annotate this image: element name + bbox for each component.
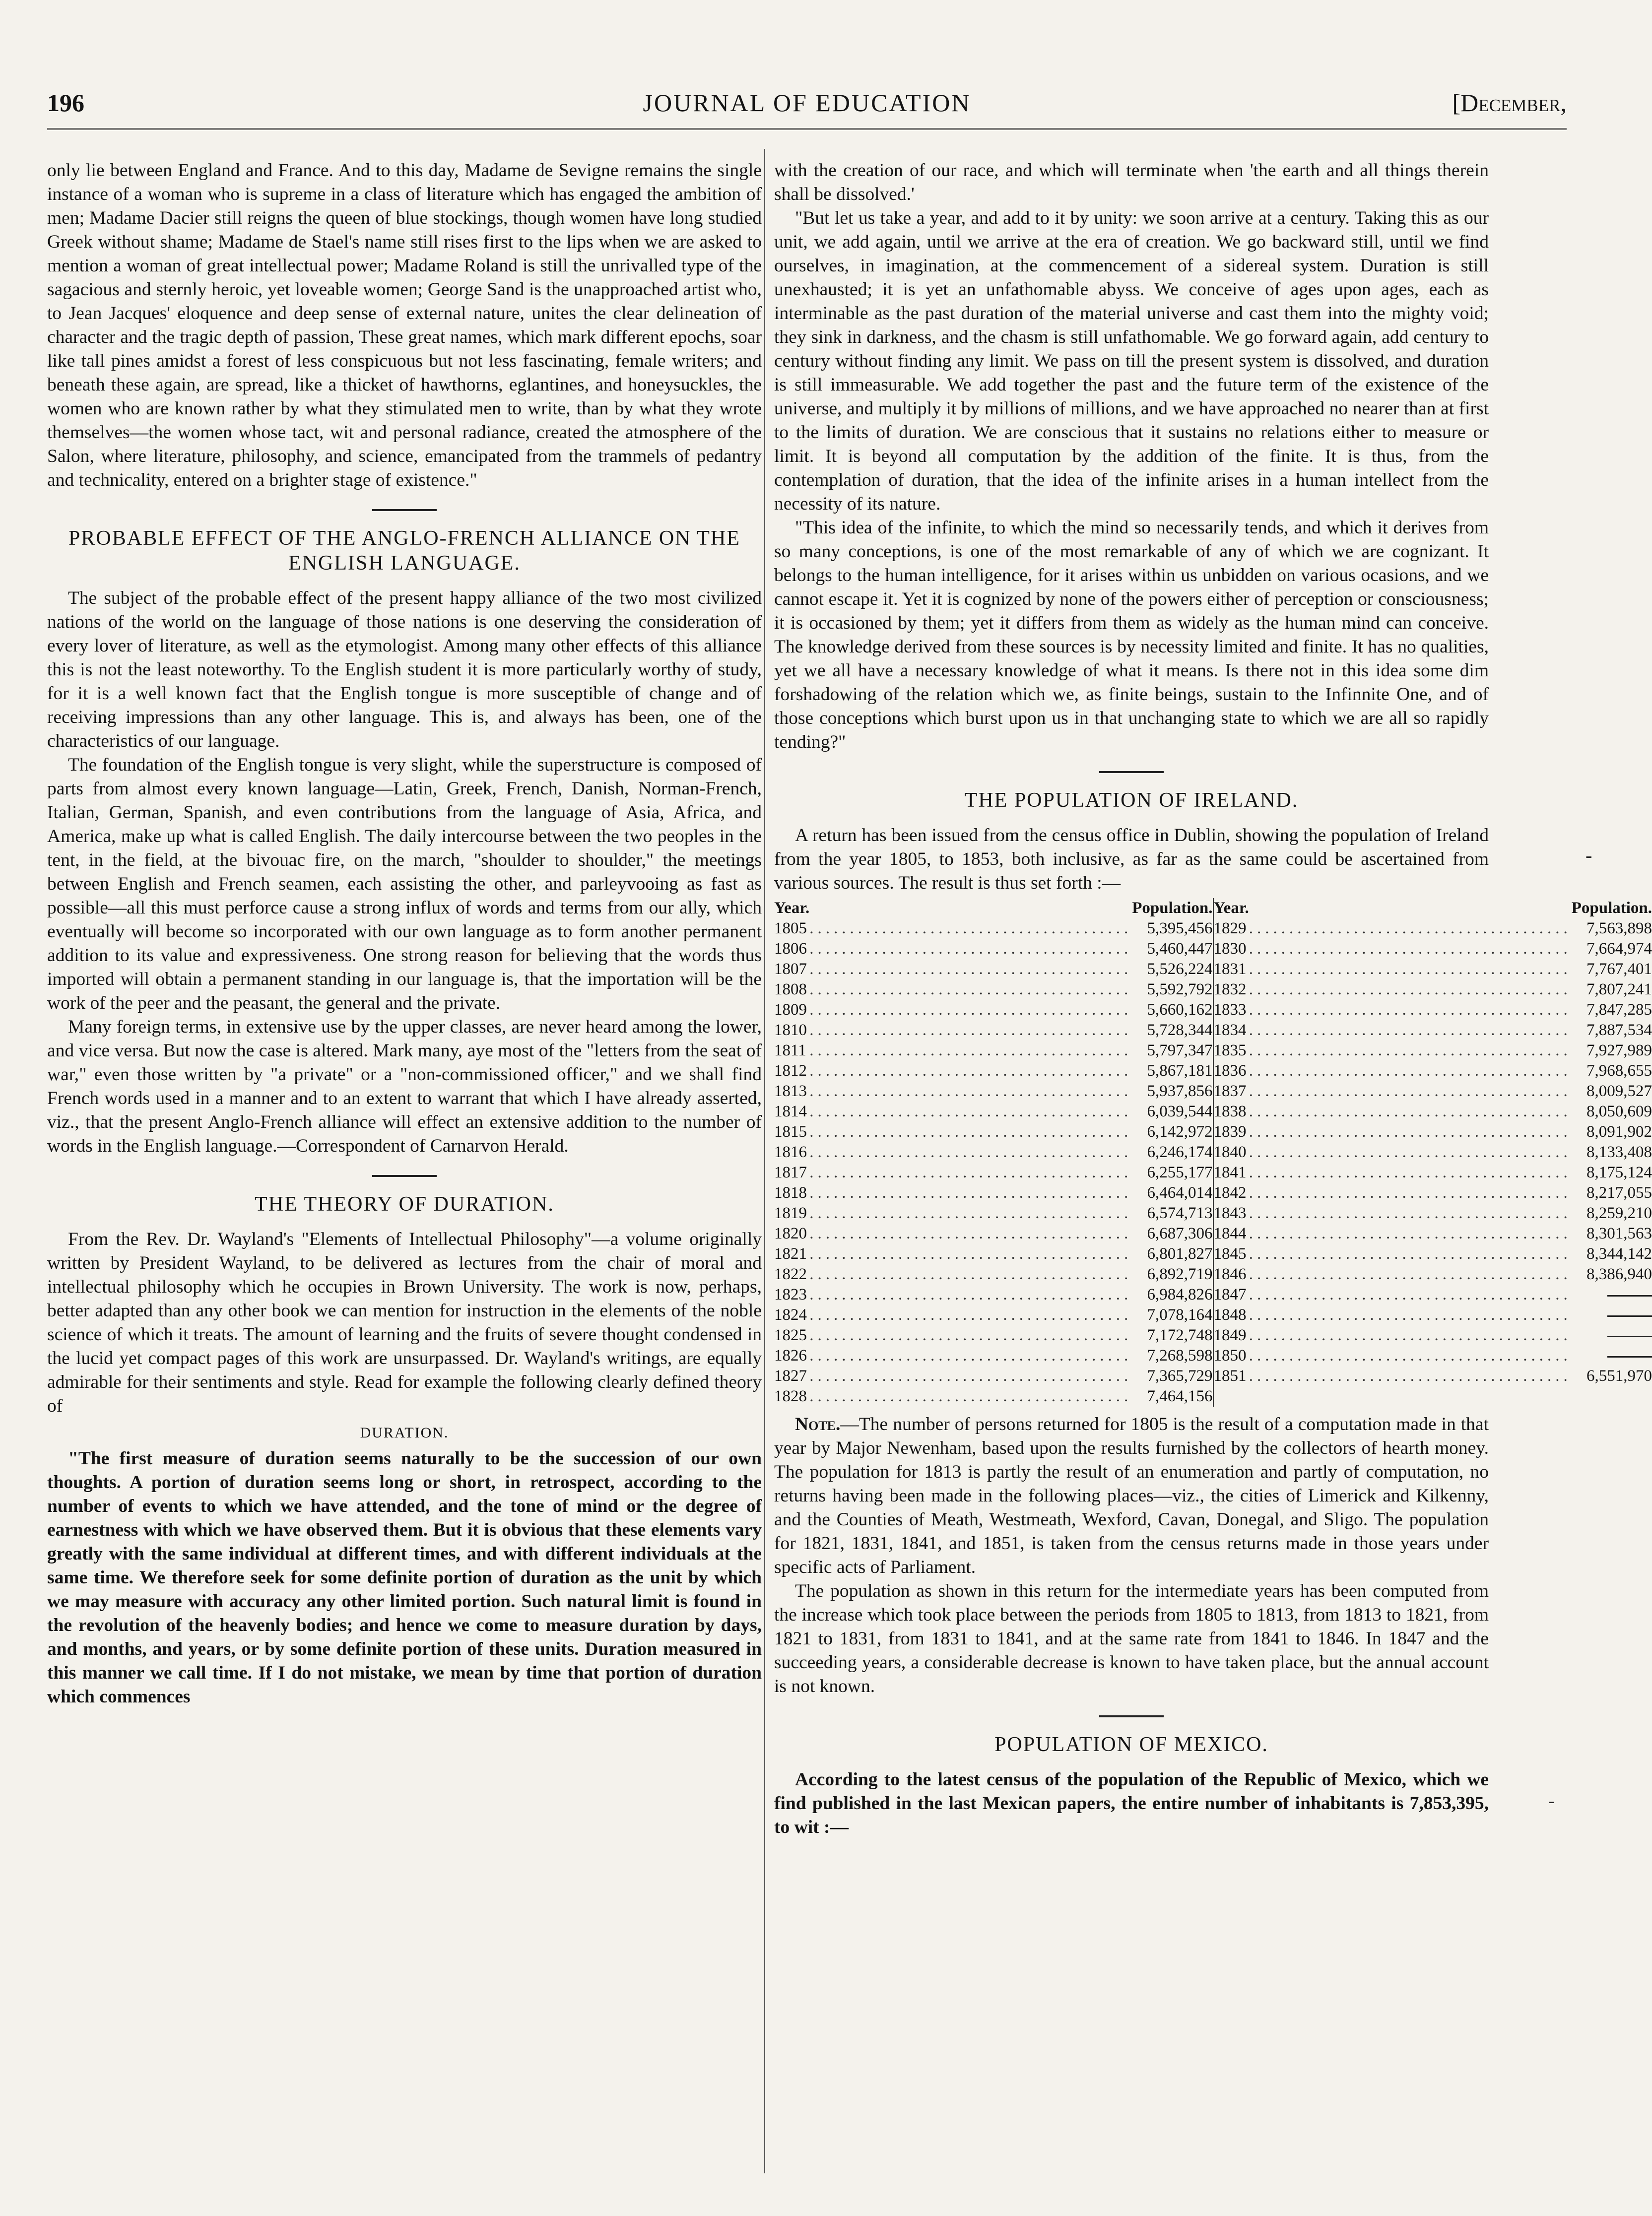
- dot-leader: ........................................: [809, 960, 1132, 978]
- dot-leader: ........................................: [809, 1164, 1132, 1181]
- dot-leader: ........................................: [1249, 1347, 1572, 1365]
- dot-leader: ........................................: [1249, 1245, 1572, 1263]
- table-row: [774, 1386, 1652, 1407]
- header-rule: [47, 128, 1567, 130]
- em-dash-rule: [1607, 1356, 1652, 1358]
- population-cell: 8,009,527: [1586, 1082, 1652, 1100]
- year-cell: 1811: [774, 1042, 806, 1059]
- year-cell: 1838: [1213, 1103, 1247, 1120]
- year-cell: 1815: [774, 1123, 807, 1141]
- dot-leader: ........................................: [809, 1387, 1132, 1405]
- population-cell: 7,365,729: [1147, 1367, 1213, 1385]
- year-cell: 1818: [774, 1184, 807, 1202]
- population-cell: 8,217,055: [1586, 1184, 1652, 1202]
- year-cell: 1830: [1213, 940, 1247, 958]
- year-cell: 1834: [1213, 1021, 1247, 1039]
- year-cell: 1813: [774, 1082, 807, 1100]
- year-cell: 1844: [1213, 1225, 1247, 1242]
- dot-leader: ........................................: [1249, 1184, 1572, 1202]
- dot-leader: ........................................: [809, 1143, 1132, 1161]
- issue-month: [December,: [1452, 89, 1567, 117]
- year-cell: 1837: [1213, 1082, 1247, 1100]
- article-title-population-mexico: POPULATION OF MEXICO.: [994, 1733, 1268, 1756]
- population-cell: 7,563,898: [1586, 919, 1652, 937]
- article-title-theory-of-duration: THE THEORY OF DURATION.: [255, 1193, 554, 1216]
- population-cell: 6,246,174: [1147, 1143, 1213, 1161]
- article-paragraph: The subject of the probable effect of the present happy alliance of the two most civilized nations of the world on the language of those nations is one deserving the consideration of every lover of literature, as well as the etymologist. Among many other effects of this alliance this is not the least noteworthy. To the English student it is more particularly worthy of study, for it is a well known fact that the English tongue is more susceptible of change and of receiving impressions than any other language. This is, and always has been, one of the characteristics of our language.: [47, 588, 762, 751]
- population-cell: 5,395,456: [1147, 919, 1213, 937]
- year-cell: 1822: [774, 1265, 807, 1283]
- dot-leader: ........................................: [1249, 1143, 1572, 1161]
- article-paragraph: Many foreign terms, in extensive use by the upper classes, are never heard among the lower, and vice versa. But now the case is altered. Mark many, aye most of the "letters from the seat of war," even those written by "a private" or a "non-commissioned officer," and we shall find French words used in a manner and to an extent to warrant that which I have already asserted, viz., that the present Anglo-French alliance will effect an extensive addition to the number of words in the English language.—Correspondent of Carnarvon Herald.: [47, 1017, 762, 1156]
- article-paragraph: A return has been issued from the census office in Dublin, showing the population of Ireland from the year 1805, to 1853, both inclusive, as far as the same could be ascertained from various sources. The result is thus set forth :—: [774, 825, 1489, 893]
- year-cell: [1214, 1386, 1249, 1407]
- population-cell: 5,660,162: [1147, 1001, 1213, 1019]
- dot-leader: ........................................: [809, 1184, 1132, 1202]
- dot-leader: ........................................: [1249, 940, 1572, 958]
- year-cell: 1806: [774, 940, 807, 958]
- dot-leader: ........................................: [809, 1204, 1132, 1222]
- article-paragraph: The population as shown in this return for the intermediate years has been computed from the increase which took place between the periods from 1805 to 1813, from 1813 to 1821, from 1821 to 1831, from 1831 to 1841, and at the same rate from 1841 to 1846. In 1847 and the succeeding years, a considerable decrease is known to have taken place, but the annual account is not known.: [774, 1581, 1489, 1696]
- population-cell: 5,728,344: [1147, 1021, 1213, 1039]
- population-cell-missing: [1572, 1346, 1652, 1366]
- dot-leader: ........................................: [809, 1225, 1132, 1242]
- dot-leader: ........................................: [809, 1286, 1132, 1304]
- year-cell: 1816: [774, 1143, 807, 1161]
- table-row: [774, 1305, 1652, 1325]
- year-cell: 1819: [774, 1204, 807, 1222]
- table-row: [774, 1142, 1652, 1163]
- year-cell: 1828: [774, 1387, 807, 1405]
- article-paragraph: From the Rev. Dr. Wayland's "Elements of Intellectual Philosophy"—a volume originally written by President Wayland, to be delivered as lectures from the chair of moral and intellectual philosophy which he occupies in Brown University. The work is now, perhaps, better adapted than any other book we can mention for instruction in the elements of the noble science of which it treats. The amount of learning and the fruits of severe thought condensed in the lucid yet compact pages of this work are unsurpassed. Dr. Wayland's writings, are equally admirable for their sentiments and style. Read for example the following clearly defined theory of: [47, 1229, 762, 1416]
- year-cell: 1850: [1213, 1347, 1247, 1365]
- year-cell: 1810: [774, 1021, 807, 1039]
- dot-leader: ........................................: [809, 1062, 1132, 1080]
- note-label: Note.: [795, 1414, 841, 1434]
- year-cell: 1849: [1213, 1326, 1247, 1344]
- population-cell: 7,968,655: [1586, 1062, 1652, 1080]
- dot-leader: ........................................: [809, 1021, 1132, 1039]
- margin-mark: -: [1586, 844, 1592, 866]
- table-row: [774, 1000, 1652, 1020]
- year-cell: 1848: [1213, 1306, 1247, 1324]
- year-cell: 1809: [774, 1001, 807, 1019]
- population-cell: 7,664,974: [1586, 940, 1652, 958]
- year-cell: 1843: [1213, 1204, 1247, 1222]
- year-cell: 1812: [774, 1062, 807, 1080]
- left-column: [47, 159, 762, 1709]
- population-cell: 7,887,534: [1586, 1021, 1652, 1039]
- year-cell: 1814: [774, 1103, 807, 1120]
- continued-paragraph: "This idea of the infinite, to which the mind so necessarily tends, and which it derives from so many conceptions, is one of the most remarkable of any of which we are cognizant. It belongs to the human intelligence, for it arises within us unbidden on various ocasions, and we cannot escape it. Yet it is cognized by none of the powers either of perception or consciousness; it is occasioned by them; yet it differs from them as widely as the human mind can conceive. The knowledge derived from these sources is by necessity limited and finite. It has no qualities, yet we all have a necessary knowledge of what it means. Is there not in this idea some dim forshadowing of the relation which we, as finite beings, sustain to the Infinnite One, and of those conceptions which burst upon us in that unchanging state to which we are all so rapidly tending?": [774, 518, 1489, 752]
- table-row: [774, 1081, 1652, 1102]
- population-cell: 8,301,563: [1586, 1225, 1652, 1242]
- dot-leader: ........................................: [1249, 1042, 1572, 1059]
- year-cell: 1845: [1213, 1245, 1247, 1263]
- population-table: [774, 898, 1652, 1407]
- year-cell: 1836: [1213, 1062, 1247, 1080]
- note-text: —The number of persons returned for 1805 is the result of a computation made in that year by Major Newenham, based upon the results furnished by the collectors of hearth money. The population for 1813 is partly the result of an enumeration and partly of computation, no returns having been made in the following places—viz., the cities of Limerick and Kilkenny, and the Counties of Meath, Westmeath, Wexford, Cavan, Donegal, and Sligo. The population for 1821, 1831, 1841, and 1851, is taken from the census returns made in those years under specific acts of Parliament.: [774, 1414, 1489, 1577]
- table-row: [774, 1122, 1652, 1142]
- population-cell: 6,551,970: [1586, 1367, 1652, 1385]
- population-cell: 7,847,285: [1586, 1001, 1652, 1019]
- year-cell: 1841: [1213, 1164, 1247, 1181]
- table-row: [774, 1163, 1652, 1183]
- table-row: [774, 979, 1652, 1000]
- population-cell: 6,687,306: [1147, 1225, 1213, 1242]
- year-cell: 1839: [1213, 1123, 1247, 1141]
- dot-leader: ........................................: [1249, 919, 1572, 937]
- population-cell: 7,464,156: [1147, 1387, 1213, 1405]
- dot-leader: ........................................: [809, 1123, 1132, 1141]
- population-cell: 6,574,713: [1147, 1204, 1213, 1222]
- table-row: [774, 1264, 1652, 1285]
- population-cell: 8,050,609: [1586, 1103, 1652, 1120]
- population-cell: 6,892,719: [1147, 1265, 1213, 1283]
- dot-leader: ........................................: [809, 980, 1132, 998]
- population-cell: 8,386,940: [1586, 1265, 1652, 1283]
- dot-leader: ........................................: [1249, 1306, 1572, 1324]
- table-row: [774, 1020, 1652, 1041]
- population-cell: 5,592,792: [1147, 980, 1213, 998]
- population-cell: 6,984,826: [1147, 1286, 1213, 1304]
- population-cell: 5,867,181: [1147, 1062, 1213, 1080]
- dot-leader: ........................................: [1249, 980, 1572, 998]
- em-dash-rule: [1607, 1336, 1652, 1337]
- intro-paragraph: only lie between England and France. And to this day, Madame de Sevigne remains the single instance of a woman who is supreme in a class of literature which has engaged the ambition of men; Madame Dacier still reigns the queen of blue stockings, though women have long studied Greek without shame; Madame de Stael's name still rises first to the lips when we are asked to mention a woman of great intellectual power; Madame Roland is still the unrivalled type of the sagacious and sternly heroic, yet loveable women; George Sand is the unapproached artist who, to Jean Jacques' eloquence and deep sense of external nature, unites the clear delineation of character and the tragic depth of passion, These great names, which mark different epochs, soar like tall pines amidst a forest of less conspicuous but not less fascinating, female writers; and beneath these again, are spread, like a thicket of hawthorns, eglantines, and honeysuckles, the women who are known rather by what they stimulated men to write, than by what they wrote themselves—the women whose tact, wit and personal radiance, created the atmosphere of the Salon, where literature, philosophy, and science, emancipated from the trammels of pedantry and technicality, entered on a brighter stage of existence.": [47, 160, 762, 490]
- year-cell: 1820: [774, 1225, 807, 1242]
- table-row: [774, 1041, 1652, 1061]
- dot-leader: ........................................: [809, 919, 1132, 937]
- dot-leader: ........................................: [809, 940, 1132, 958]
- dot-leader: ........................................: [1249, 960, 1572, 978]
- section-separator: [1099, 771, 1164, 773]
- dot-leader: ........................................: [1249, 1225, 1572, 1242]
- dot-leader: ........................................: [809, 1042, 1132, 1059]
- table-row: [774, 1244, 1652, 1264]
- population-cell: [1572, 1386, 1652, 1407]
- dot-leader: ........................................: [1249, 1103, 1572, 1120]
- dot-leader: ........................................: [1249, 1082, 1572, 1100]
- table-row: [774, 1224, 1652, 1244]
- year-cell: 1842: [1213, 1184, 1247, 1202]
- section-separator: [372, 509, 437, 511]
- dot-leader: ........................................: [1249, 1326, 1572, 1344]
- year-cell: 1825: [774, 1326, 807, 1344]
- population-cell: 6,142,972: [1147, 1123, 1213, 1141]
- year-cell: 1827: [774, 1367, 807, 1385]
- dot-leader: ........................................: [809, 1103, 1132, 1120]
- table-header-year: Year.: [774, 899, 810, 917]
- dot-leader: ........................................: [809, 1326, 1132, 1344]
- population-cell: 8,344,142: [1586, 1245, 1652, 1263]
- dot-leader: ........................................: [809, 1245, 1132, 1263]
- population-cell: 5,937,856: [1147, 1082, 1213, 1100]
- table-row: [774, 1285, 1652, 1305]
- year-cell: 1808: [774, 980, 807, 998]
- dot-leader: ........................................: [1249, 1062, 1572, 1080]
- population-cell: 7,807,241: [1586, 980, 1652, 998]
- year-cell: 1829: [1213, 919, 1247, 937]
- dot-leader: ........................................: [1249, 1367, 1572, 1385]
- population-cell: 6,039,544: [1147, 1103, 1213, 1120]
- year-cell: 1831: [1213, 960, 1247, 978]
- table-row: [774, 1346, 1652, 1366]
- year-cell: 1824: [774, 1306, 807, 1324]
- em-dash-rule: [1607, 1315, 1652, 1317]
- column-divider: [764, 149, 765, 2173]
- section-separator: [1099, 1715, 1164, 1717]
- population-cell: 6,255,177: [1147, 1164, 1213, 1181]
- journal-title: JOURNAL OF EDUCATION: [643, 89, 971, 117]
- population-cell: 5,526,224: [1147, 960, 1213, 978]
- dot-leader: ........................................: [1249, 1204, 1572, 1222]
- article-paragraph: According to the latest census of the population of the Republic of Mexico, which we find published in the last Mexican papers, the entire number of inhabitants is 7,853,395, to wit :—: [774, 1769, 1489, 1837]
- year-cell: 1807: [774, 960, 807, 978]
- population-cell: 7,268,598: [1147, 1347, 1213, 1365]
- running-head: [47, 88, 1567, 123]
- population-cell: 6,464,014: [1147, 1184, 1213, 1202]
- table-row: [774, 1366, 1652, 1386]
- table-row: [774, 1102, 1652, 1122]
- table-row: [774, 959, 1652, 979]
- year-cell: 1821: [774, 1245, 807, 1263]
- population-cell: 5,460,447: [1147, 940, 1213, 958]
- dot-leader: ........................................: [809, 1306, 1132, 1324]
- dot-leader: ........................................: [1249, 1001, 1572, 1019]
- table-row: [774, 1183, 1652, 1203]
- dot-leader: ........................................: [1249, 1164, 1572, 1181]
- year-cell: 1847: [1213, 1286, 1247, 1304]
- margin-mark: -: [1548, 1789, 1555, 1812]
- table-header-population: Population.: [1571, 899, 1652, 917]
- population-cell-missing: [1572, 1285, 1652, 1305]
- em-dash-rule: [1607, 1295, 1652, 1297]
- year-cell: 1833: [1213, 1001, 1247, 1019]
- population-cell: 8,175,124: [1586, 1164, 1652, 1181]
- year-cell: 1823: [774, 1286, 807, 1304]
- section-separator: [372, 1175, 437, 1177]
- population-cell: 8,259,210: [1586, 1204, 1652, 1222]
- population-cell-missing: [1572, 1305, 1652, 1325]
- population-cell: 8,133,408: [1586, 1143, 1652, 1161]
- dot-leader: ........................................: [1249, 1265, 1572, 1283]
- table-row: [774, 1061, 1652, 1081]
- continued-paragraph: "But let us take a year, and add to it by unity: we soon arrive at a century. Taking this as our unit, we add again, until we arrive at the era of creation. We go backward still, until we find ourselves, in imagination, at the commencement of a sidereal system. Duration is still unexhausted; it is yet an unfathomable abyss. We conceive of ages upon ages, each as interminable as the past duration of the material universe and cast them into the mighty void; they sink in darkness, and the chasm is still unfathomable. We go forward again, add century to century without finding any limit. We pass on till the present system is dissolved, and duration is still immeasurable. We add together the past and the future term of the existence of the universe, and multiply it by millions of millions, and we have approached no nearer than at first to the limits of duration. We are conscious that it sustains no relations either to measure or limit. It is beyond all computation by the addition of the finite. It is thus, from the contemplation of duration, that the idea of the infinite arises in a human intellect from the necessity of its nature.: [774, 208, 1489, 514]
- dot-leader: ........................................: [809, 1082, 1132, 1100]
- population-cell: 8,091,902: [1586, 1123, 1652, 1141]
- year-cell: 1826: [774, 1347, 807, 1365]
- continued-paragraph: with the creation of our race, and which will terminate when 'the earth and all things therein shall be dissolved.': [774, 160, 1489, 204]
- population-cell: 6,801,827: [1147, 1245, 1213, 1263]
- subheading-duration: DURATION.: [360, 1425, 449, 1441]
- year-cell: 1840: [1213, 1143, 1247, 1161]
- table-row: [774, 1325, 1652, 1346]
- population-cell: 7,927,989: [1586, 1042, 1652, 1059]
- table-row: [774, 1203, 1652, 1224]
- article-title-anglo-french: PROBABLE EFFECT OF THE ANGLO-FRENCH ALLIANCE ON THE ENGLISH LANGUAGE.: [68, 527, 740, 575]
- dot-leader: ........................................: [809, 1367, 1132, 1385]
- dot-leader: ........................................: [809, 1265, 1132, 1283]
- dot-leader: ........................................: [809, 1347, 1132, 1365]
- article-paragraph: The foundation of the English tongue is very slight, while the superstructure is composed of parts from almost every known language—Latin, Greek, French, Danish, Norman-French, Italian, German, Spanish, and even contributions from the language of Asia, Africa, and America, make up what is called English. The daily intercourse between the two peoples in the tent, in the field, at the bivouac fire, on the march, "shoulder to shoulder," the meetings between English and French seamen, each assisting the other, and parleyvooing as fast as possible—all this must perforce cause a strong influx of words and terms from our ally, which eventually will become so incorporated with our own language as to form another permanent addition to its value and expressiveness. One strong reason for believing that the words thus imported will obtain a permanent standing in our language is, that the importation will be the work of the peer and the peasant, the general and the private.: [47, 755, 762, 1013]
- year-cell: 1832: [1213, 980, 1247, 998]
- population-cell: 7,767,401: [1586, 960, 1652, 978]
- year-cell: 1817: [774, 1164, 807, 1181]
- table-row: [774, 918, 1652, 939]
- table-note: [774, 1413, 1489, 1579]
- dot-leader: ........................................: [1249, 1286, 1572, 1304]
- dot-leader: ........................................: [1249, 1123, 1572, 1141]
- population-cell-missing: [1572, 1325, 1652, 1346]
- population-cell: 7,172,748: [1147, 1326, 1213, 1344]
- year-cell: 1835: [1213, 1042, 1247, 1059]
- right-column: [774, 159, 1652, 1839]
- population-cell: 5,797,347: [1147, 1042, 1213, 1059]
- population-cell: 7,078,164: [1147, 1306, 1213, 1324]
- year-cell: 1805: [774, 919, 807, 937]
- article-title-population-ireland: THE POPULATION OF IRELAND.: [964, 789, 1299, 812]
- table-row: [774, 939, 1652, 959]
- dot-leader: ........................................: [809, 1001, 1132, 1019]
- dot-leader: ........................................: [1249, 1021, 1572, 1039]
- page-number: 196: [47, 89, 84, 117]
- table-header-year: Year.: [1213, 899, 1249, 917]
- quoted-paragraph: "The first measure of duration seems naturally to be the succession of our own thoughts. A portion of duration seems long or short, in retrospect, according to the number of events to which we have attended, and the tone of mind or the degree of earnestness with which we have observed them. But it is obvious that these elements vary greatly with the same individual at different times, and with different individuals at the same time. We therefore seek for some definite portion of duration as the unit by which we may measure with accuracy any other limited portion. Such natural limit is found in the revolution of the heavenly bodies; and hence we come to measure duration by days, and months, and years, or by some definite portion of these units. Duration measured in this manner we call time. If I do not mistake, we mean by time that portion of duration which commences: [47, 1448, 762, 1707]
- year-cell: 1851: [1213, 1367, 1247, 1385]
- year-cell: 1846: [1213, 1265, 1247, 1283]
- table-header-population: Population.: [1132, 899, 1213, 917]
